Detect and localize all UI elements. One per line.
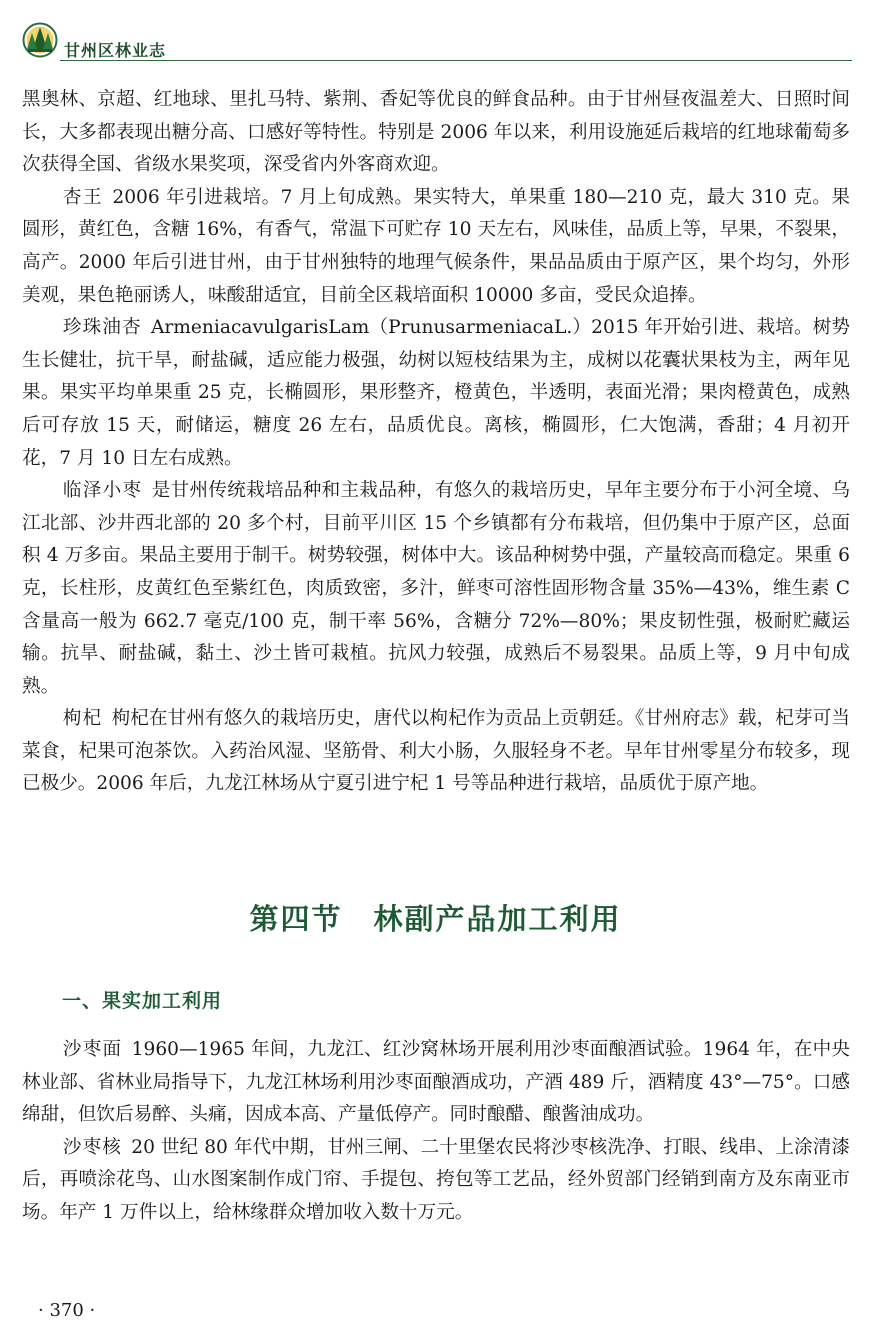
paragraph-oleaster-flour [22, 1034, 850, 1132]
variety-term: 珍珠油杏 [62, 317, 142, 339]
header-title: 甘州区林业志 [64, 41, 167, 60]
paragraph-text: 枸杞在甘州有悠久的栽培历史，唐代以枸杞作为贡品上贡朝廷。《甘州府志》载，杞芽可当菜食，杞果可泡茶饮。入药治风湿、坚筋骨、利大小肠，久服轻身不老。早年甘州零星分布较多，现已极少。2006 年后，九龙江林场从宁夏引进宁杞 1 号等品种进行栽培，品质优于原产地。 [22, 708, 850, 795]
subsection-title: 一、果实加工利用 [62, 990, 223, 1012]
paragraph-pearl-apricot [22, 312, 850, 475]
section-title: 第四节 林副产品加工利用 [249, 902, 622, 936]
body-text-bottom [22, 1034, 850, 1230]
body-text-top [22, 84, 850, 801]
variety-term: 临泽小枣 [62, 480, 143, 502]
paragraph-text: 是甘州传统栽培品种和主栽品种，有悠久的栽培历史，早年主要分布于小河全境、乌江北部、沙井西北部的 20 多个村，目前平川区 15 个乡镇都有分布栽培，但仍集中于原产区，总面积 4 万多亩。果品主要用于制干。树势较强，树体中大。该品种树势中强，产量较高而稳定。果重 6 克，长柱形，皮黄红色至紫红色，肉质致密，多汁，鲜枣可溶性固形物含量 35%—43%，维生素 C 含量高一般为 662.7 毫克/100 克，制干率 56%，含糖分 72%—80%；果皮韧性强，极耐贮藏运输。抗旱、耐盐碱，黏土、沙土皆可栽植。抗风力较强，成熟后不易裂果。品质上等，9 月中旬成熟。 [22, 480, 850, 697]
paragraph-apricot-king [22, 182, 850, 312]
paragraph-text: ArmeniacavulgarisLam（PrunusarmeniacaL.）2015 年开始引进、栽培。树势生长健壮，抗干旱，耐盐碱，适应能力极强，幼树以短枝结果为主，成树以花囊状果枝为主，两年见果。果实平均单果重 25 克，长椭圆形，果形整齐，橙黄色，半透明，表面光滑；果肉橙黄色，成熟后可存放 15 天，耐储运，糖度 26 左右，品质优良。离核，椭圆形，仁大饱满，香甜；4 月初开花，7 月 10 日左右成熟。 [22, 317, 850, 469]
paragraph-linze-jujube [22, 475, 850, 703]
paragraph-text: 2006 年引进栽培。7 月上旬成熟。果实特大，单果重 180—210 克，最大 310 克。果圆形，黄红色，含糖 16%，有香气，常温下可贮存 10 天左右，风味佳，品质上等，早果，不裂果，高产。2000 年后引进甘州，由于甘州独特的地理气候条件，果品品质由于原产区，果个均匀，外形美观，果色艳丽诱人，味酸甜适宜，目前全区栽培面积 10000 多亩，受民众追捧。 [22, 186, 850, 306]
variety-term: 杏王 [62, 186, 104, 208]
paragraph-text: 黑奥林、京超、红地球、里扎马特、紫荆、香妃等优良的鲜食品种。由于甘州昼夜温差大、日照时间长，大多都表现出糖分高、口感好等特性。特别是 2006 年以来，利用设施延后栽培的红地球葡萄多次获得全国、省级水果奖项，深受省内外客商欢迎。 [22, 89, 850, 176]
paragraph-text: 20 世纪 80 年代中期，甘州三闸、二十里堡农民将沙枣核洗净、打眼、线串、上涂清漆后，再喷涂花鸟、山水图案制作成门帘、手提包、挎包等工艺品，经外贸部门经销到南方及东南亚市场。年产 1 万件以上，给林缘群众增加收入数十万元。 [22, 1136, 850, 1223]
paragraph-text: 1960—1965 年间，九龙江、红沙窝林场开展利用沙枣面酿酒试验。1964 年，在中央林业部、省林业局指导下，九龙江林场利用沙枣面酿酒成功，产酒 489 斤，酒精度 43°—75°。口感绵甜，但饮后易醉、头痛，因成本高、产量低停产。同时酿醋、酿酱油成功。 [22, 1039, 850, 1126]
variety-term: 枸杞 [62, 708, 103, 730]
header-divider [60, 60, 852, 61]
paragraph-goji [22, 703, 850, 801]
product-term: 沙枣面 [62, 1039, 123, 1060]
page-number: · 370 · [38, 1300, 96, 1321]
paragraph-continuation [22, 84, 850, 182]
forest-trees-logo-icon [22, 22, 58, 58]
page-header [22, 22, 852, 62]
product-term: 沙枣核 [62, 1136, 122, 1158]
paragraph-oleaster-pit [22, 1132, 850, 1230]
